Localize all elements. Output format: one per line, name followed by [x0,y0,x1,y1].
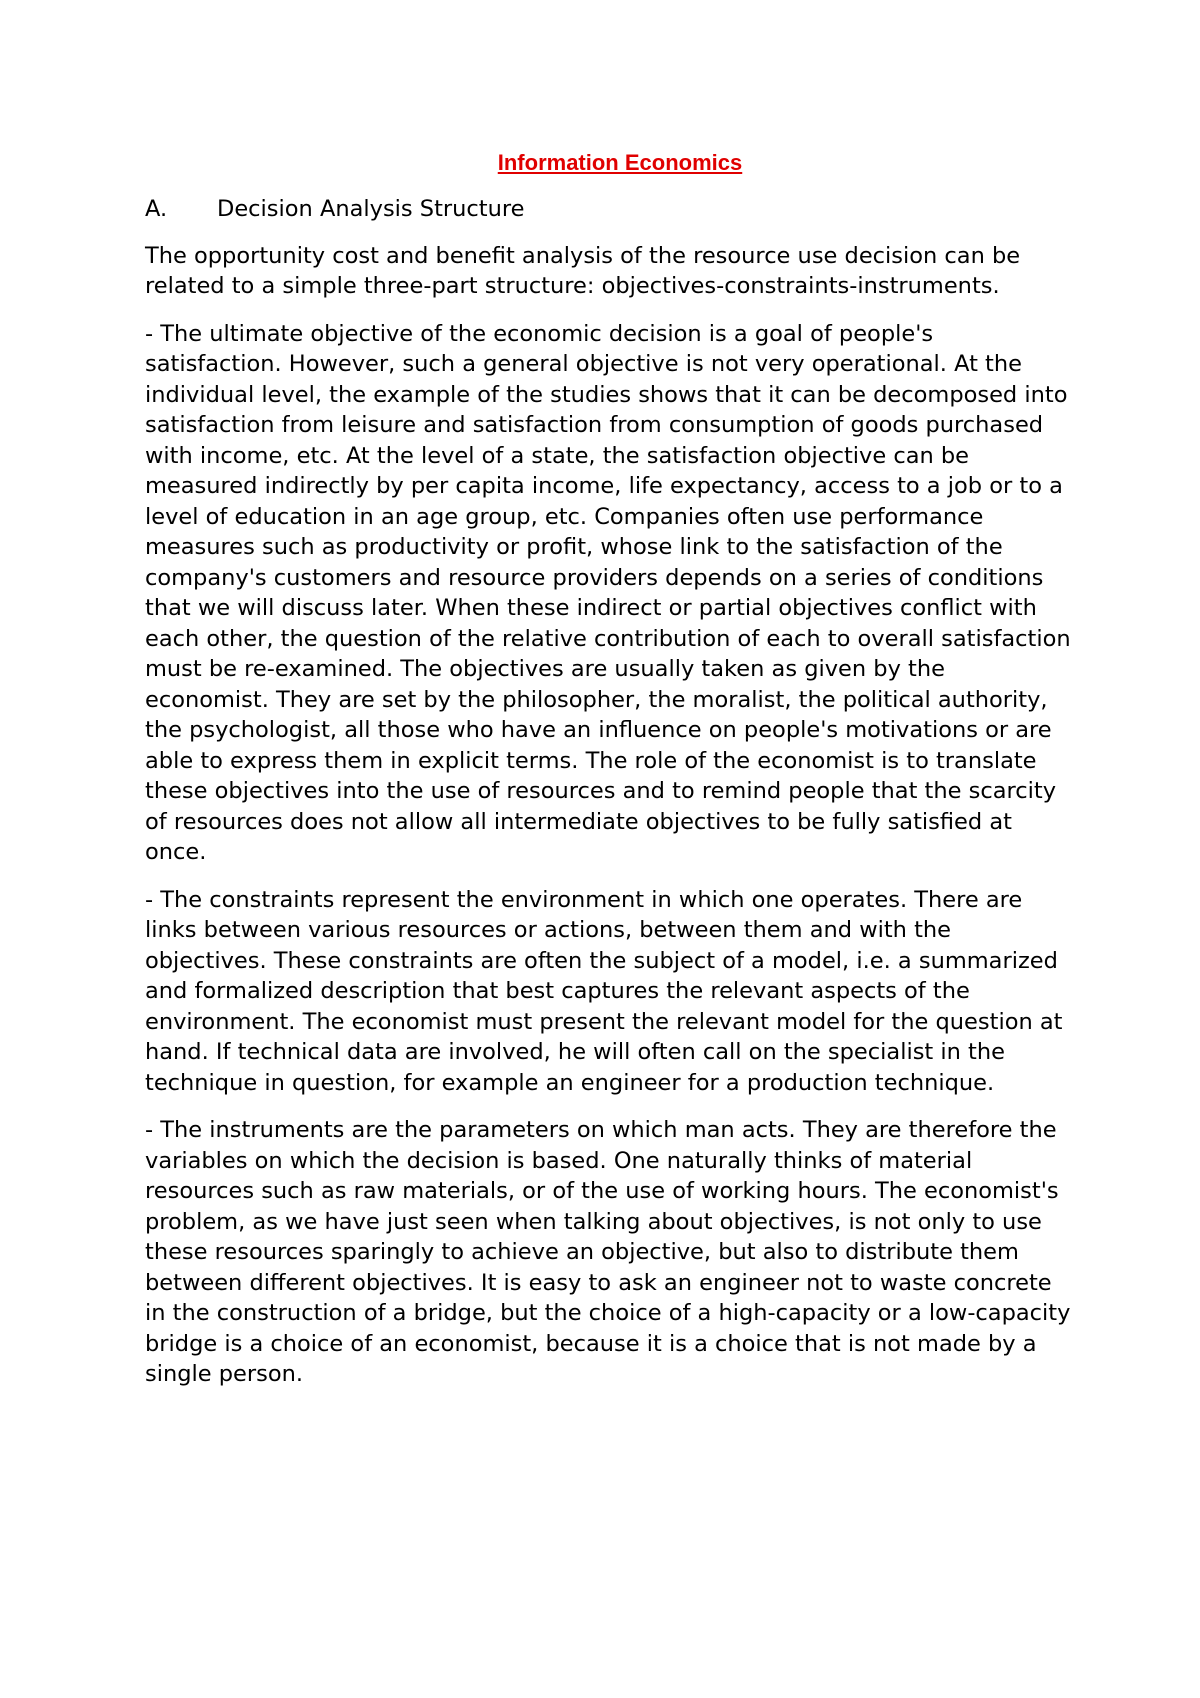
paragraph-instruments: - The instruments are the parameters on which man acts. They are therefore the variables on which the decision is based. One naturally thinks of material resources such as raw materials, or of the use of working hours. The economist's problem, as we have just seen when talking about objectives, is not only to use these resources sparingly to achieve an objective, but also to distribute them between different objectives. It is easy to ask an engineer not to waste concrete in the construction of a bridge, but the choice of a high-capacity or a low-capacity bridge is a choice of an economist, because it is a choice that is not made by a single person. [145,1117,1071,1387]
paragraph-constraints: - The constraints represent the environment in which one operates. There are links between various resources or actions, between them and with the objectives. These constraints are often the subject of a model, i.e. a summarized and formalized description that best captures the relevant aspects of the environment. The economist must present the relevant model for the question at hand. If technical data are involved, he will often call on the specialist in the technique in question, for example an engineer for a production technique. [145,886,1063,1096]
document-title: Information Economics [497,150,743,175]
paragraph-intro: The opportunity cost and benefit analysis of the resource use decision can be related to a simple three-part structure: objectives-constraints-instruments. [145,242,1021,299]
paragraph-objectives: - The ultimate objective of the economic decision is a goal of people's satisfaction. However, such a general objective is not very operational. At the individual level, the example of the studies shows that it can be decomposed into satisfaction from leisure and satisfaction from consumption of goods purchased with income, etc. At the level of a state, the satisfaction objective can be measured indirectly by per capita income, life expectancy, access to a job or to a level of education in an age group, etc. Companies often use performance measures such as productivity or profit, whose link to the satisfaction of the company's customers and resource providers depends on a series of conditions that we will discuss later. When these indirect or partial objectives conflict with each other, the question of the relative contribution of each to overall satisfaction must be re-examined. The objectives are usually taken as given by the economist. They are set by the philosopher, the moralist, the political authority, the psychologist, all those who have an influence on people's motivations or are able to express them in explicit terms. The role of the economist is to translate these objectives into the use of resources and to remind people that the scarcity of resources does not allow all intermediate objectives to be fully satisfied at once. [145,320,1071,865]
section-heading [145,194,1075,225]
section-letter: A. [145,196,168,222]
document-body [145,148,1075,1407]
section-heading-text: Decision Analysis Structure [217,196,525,222]
